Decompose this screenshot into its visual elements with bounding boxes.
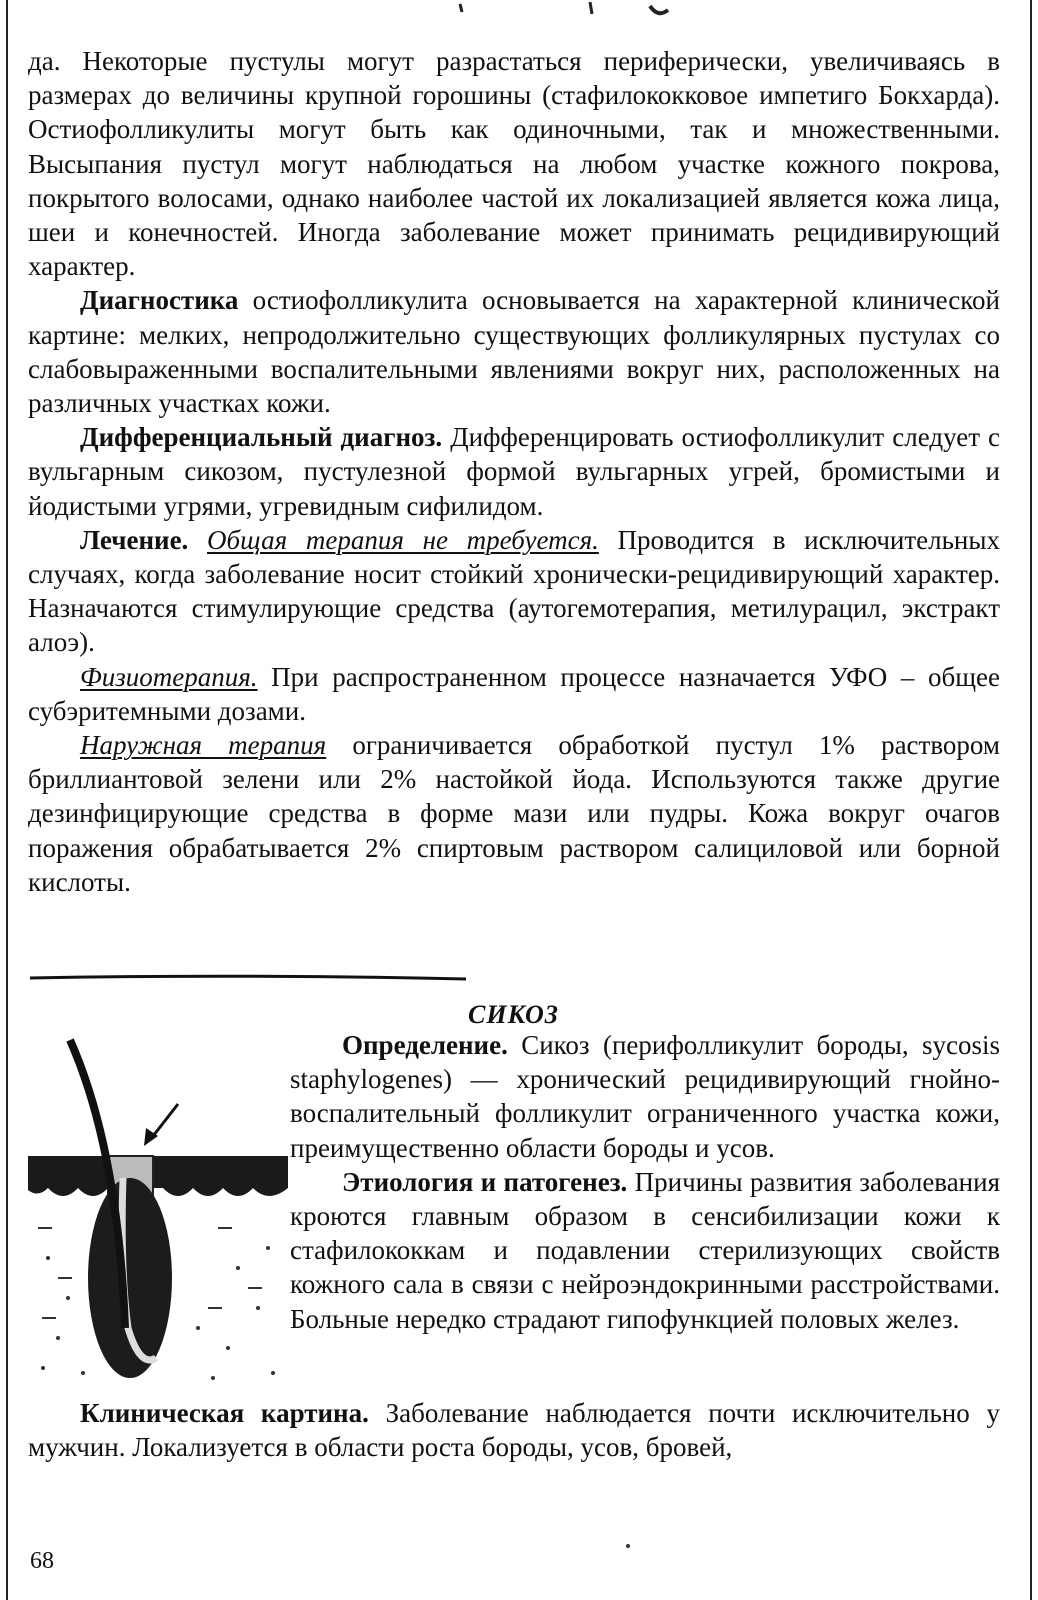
external-therapy-heading: Наружная терапия [80, 730, 327, 761]
clinical-heading: Клиническая картина. [80, 1398, 369, 1428]
etiology-heading: Этиология и патогенез. [342, 1166, 628, 1197]
page-body [28, 44, 1000, 899]
physiotherapy-heading: Физиотерапия. [80, 661, 258, 692]
diagnostics-text: остиофолликулита основывается на характерной клинической картине: мелких, непродолжительно существующих фолликулярных пустулах со слабовыраженными воспалительными явлениями вокруг них, расположенных на различных участках кожи. [28, 285, 1000, 419]
clinical-text: Заболевание наблюдается почти исключительно у мужчин. Локализуется в области роста бороды, усов, бровей, [28, 1398, 1000, 1463]
paragraph-etiology [290, 1165, 1000, 1336]
treatment-text: Проводится в исключительных случаях, когда заболевание носит стойкий хронически-рецидивирующий характер. Назначаются стимулирующие средства (аутогемотерапия, метилурацил, экстракт алоэ). [28, 524, 1001, 658]
page-right-border [1030, 0, 1032, 1600]
etiology-text: Причины развития заболевания кроются главным образом в сенсибилизации кожи к стафилококкам и подавлении стерилизующих свойств кожного сала в связи с нейроэндокринными расстройствами. Больные нередко страдают гипофункцией половых желез. [290, 1166, 1000, 1334]
paragraph-external-therapy [28, 728, 1000, 899]
paragraph-treatment [28, 523, 1000, 660]
definition-heading: Определение. [342, 1030, 508, 1060]
paragraph-physiotherapy [28, 660, 1000, 728]
definition-text: Сикоз (перифолликулит бороды, sycosis staphylogenes) — хронический рецидивирующий гнойно-воспалительный фолликулит ограниченного участка кожи, преимущественно области бороды и усов. [290, 1030, 1000, 1163]
differential-heading: Дифференциальный диагноз. [80, 422, 443, 453]
paragraph-diagnostics [28, 283, 1000, 420]
physiotherapy-text: При распространенном процессе назначается УФО – общее субэритемными дозами. [28, 661, 1000, 726]
treatment-heading: Лечение. [80, 524, 189, 555]
diagnostics-heading: Диагностика [80, 285, 239, 316]
external-therapy-text: ограничивается обработкой пустул 1% раствором бриллиантовой зелени или 2% настойкой йода. Используются также другие дезинфицирующие средства в форме мази или пудры. Кожа вокруг очагов поражения обрабатывается 2% спиртовым раствором салициловой или борной кислоты. [28, 730, 1000, 897]
paragraph-osteofolliculitis-end: да. Некоторые пустулы могут разрастаться периферически, увеличиваясь в размерах до величины крупной горошины (стафилококковое импетиго Бокхарда). Остиофолликулиты могут быть как одиночными, так и множественными. Высыпания пустул могут наблюдаться на любом участке кожного покрова, покрытого волосами, однако наиболее частой их локализацией является кожа лица, шеи и конечностей. Иногда заболевание может принимать рецидивирующий характер. [28, 46, 1000, 282]
top-pen-marks [440, 0, 680, 20]
differential-text: Дифференцировать остиофолликулит следует с вульгарным сикозом, пустулезной формой вульгарных угрей, бромистыми и йодистыми угрями, угревидным сифилидом. [28, 422, 1001, 521]
sycosis-text-column [290, 1028, 1000, 1336]
treatment-general-therapy: Общая терапия не требуется. [207, 524, 599, 555]
hair-follicle-illustration-icon [28, 1028, 288, 1388]
pen-underline-divider [28, 972, 468, 982]
speck-mark [626, 1544, 630, 1548]
paragraph-differential-diagnosis [28, 420, 1000, 523]
page-left-border [6, 0, 8, 1600]
paragraph-clinical-picture [28, 1396, 1000, 1464]
section-title: СИКОЗ [468, 1000, 559, 1029]
page-number: 68 [30, 1548, 54, 1574]
clinical-picture-block [28, 1396, 1000, 1464]
paragraph-definition [290, 1028, 1000, 1165]
